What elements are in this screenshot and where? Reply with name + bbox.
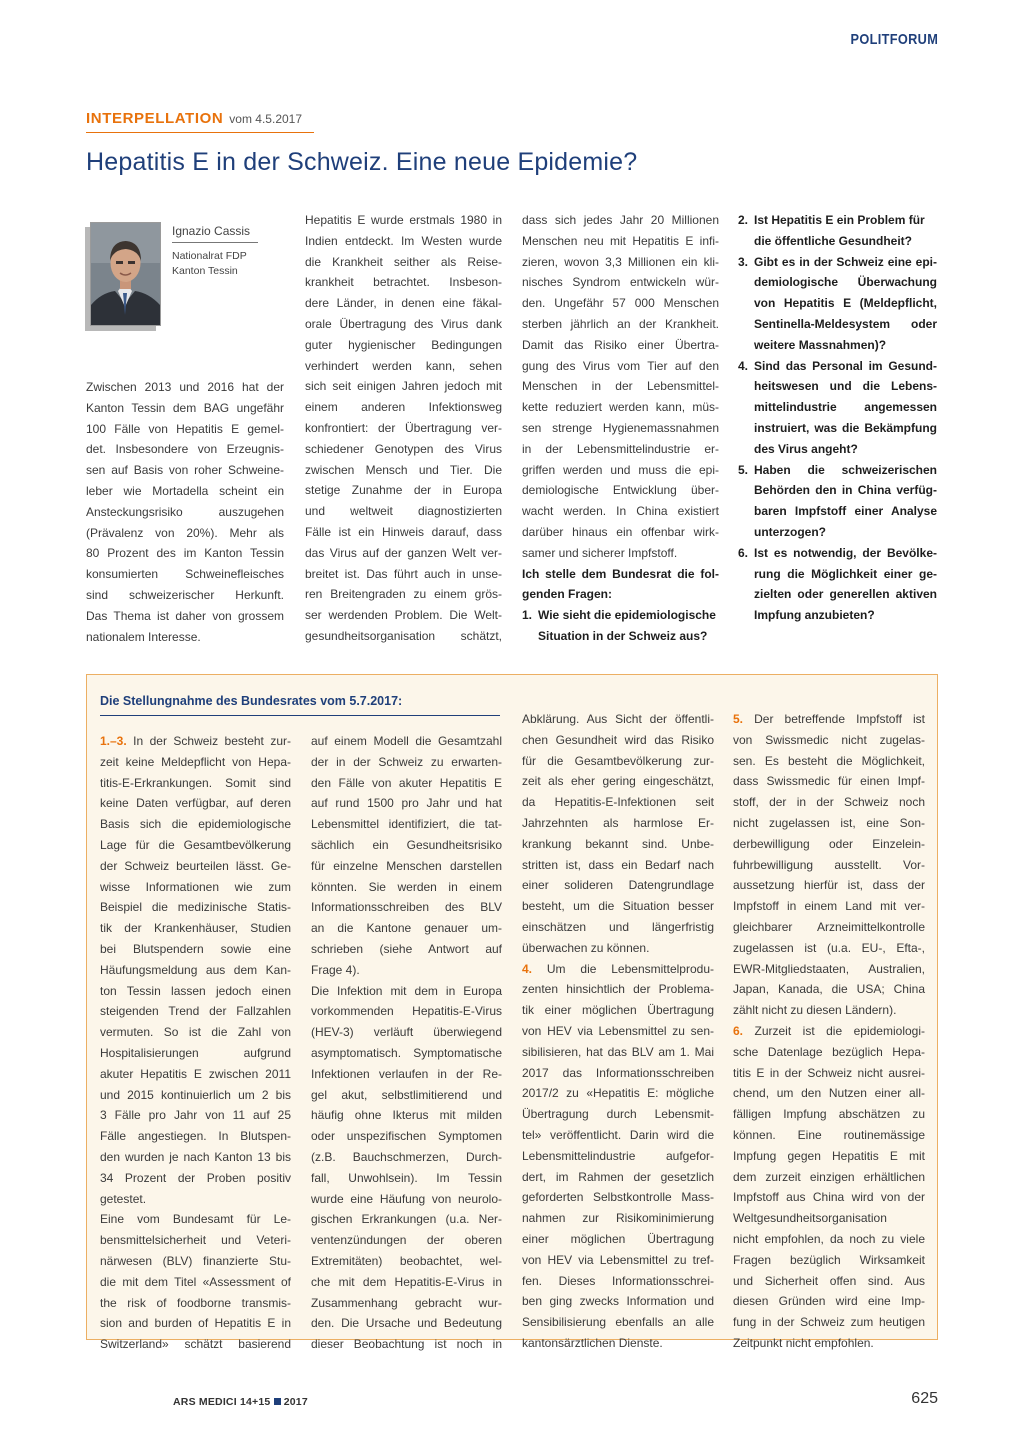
text-line: zeit keine Meldepflicht von Hepa- [100, 754, 291, 769]
question-line [738, 605, 937, 626]
page-title: Hepatitis E in der Schweiz. Eine neue Epidemie? [86, 148, 638, 176]
author-role-canton: Kanton Tessin [172, 265, 238, 277]
question-line [738, 460, 937, 481]
question-number [738, 231, 754, 252]
question-line [738, 501, 937, 522]
text-line: einem anderen Infektionsweg [305, 400, 502, 415]
text-line: guter hygienischer Bedingungen [305, 337, 502, 352]
text-line: Abklärung. Aus Sicht der öffentli- [522, 712, 714, 726]
text-line: Hospitalisierungen aufgrund [100, 1045, 291, 1060]
text-line: keine Daten verfügbar, auf deren [100, 796, 291, 811]
text-line: orale Übertragung des Virus dank [305, 316, 502, 331]
text-line: nicht zugelassen ist, eine Son- [733, 815, 925, 830]
article-column-3 [522, 210, 719, 647]
text-line: den. Ungefähr 57 000 Menschen [522, 296, 719, 311]
text-line: krankung bekannt sind. Unbe- [522, 836, 714, 851]
journal-name: ARS MEDICI 14+15 [173, 1396, 271, 1408]
text-line: oder unspezifischen Symptomen [311, 1129, 502, 1144]
question-line [738, 564, 937, 585]
text-line: chend, um den Nutzen einer all- [733, 1086, 925, 1101]
question-text: Behörden den in China verfüg- [754, 483, 937, 498]
text-line: Menschen neu mit Hepatitis E infi- [522, 233, 719, 248]
question-number [738, 501, 754, 522]
question-text: weitere Massnahmen)? [754, 337, 887, 352]
text-line: zeit als eher gering eingeschätzt, [522, 774, 714, 789]
text-line: der Schweiz beurteilen lässt. Ge- [100, 858, 291, 873]
text-line: da Hepatitis-E-Infektionen seit [522, 795, 714, 810]
text-line: auf einem Modell die Gesamtzahl [311, 734, 502, 748]
text-line: nahmen zur Risikominimierung [522, 1211, 714, 1226]
text-line: dere Länder, in denen eine fäkal- [305, 296, 502, 311]
text-line: Fälle ist ein Hinweis darauf, dass [305, 524, 502, 539]
question-line [738, 439, 937, 460]
text-line: dieser Beobachtung ist noch in [311, 1337, 502, 1352]
text-line: schiedener Genotypen des Virus [305, 441, 502, 456]
text-line: geforderten Selbstkontrolle Mass- [522, 1190, 714, 1205]
text-line: steigenden Trend der Fallzahlen [100, 1004, 291, 1019]
text-line: 2017 das Informationsschreiben [522, 1065, 714, 1080]
text-line: sterben jährlich an der Krankheit. [522, 316, 719, 331]
text-line: kette reduziert werden kann, müs- [522, 400, 719, 415]
author-photo [90, 222, 161, 326]
text-line: ventenzündungen der oberen [311, 1233, 502, 1248]
text-line: einer möglichen Übertragung [522, 1231, 714, 1246]
text-line: Ich stelle dem Bundesrat die fol- [522, 566, 719, 581]
kicker-rule [86, 132, 314, 133]
question-text: rung die Möglichkeit einer ge- [754, 566, 937, 581]
text-line: dem zurzeit einzigen erhältlichen [733, 1169, 925, 1184]
text-line: 34 Prozent der Proben positiv [100, 1170, 291, 1185]
question-text: demiologische Überwachung [754, 275, 937, 290]
text-line: einer solideren Datengrundlage [522, 878, 714, 893]
author-name: Ignazio Cassis [172, 224, 251, 238]
text-line: bei Blutspendern sowie eine [100, 941, 291, 956]
text-line: fälligen Impfung abschätzen zu [733, 1107, 925, 1122]
text-line: einschätzen und längerfristig [522, 919, 714, 934]
answer-1-3 [100, 731, 291, 752]
text-line: den Fälle von akuter Hepatitis E [311, 775, 502, 790]
text-line: können. Eine routinemässige [733, 1127, 925, 1142]
text-line: Zusammenhang gebracht wur- [311, 1295, 502, 1310]
text-line: sich seit einigen Jahren jedoch mit [305, 379, 502, 394]
text-line: überwachen zu können. [522, 940, 650, 955]
text-line: gesundheitsorganisation schätzt, [305, 628, 502, 643]
text-line: stritten ist, dass ein Bedarf nach [522, 857, 714, 872]
answer-4 [522, 959, 714, 980]
text-line: Informationsschreiben des BLV [311, 900, 502, 915]
text-line: sion and burden of Hepatitis E in [100, 1316, 291, 1331]
text-line: zählt nicht zu diesen Ländern). [733, 1003, 897, 1018]
text-line: die mit dem Titel «Assessment of [100, 1274, 291, 1289]
text-line: auf rund 1500 pro Jahr und hat [311, 796, 502, 811]
question-line [738, 397, 937, 418]
text-line: krankheit betrachtet. Insbeson- [305, 275, 502, 290]
response-title-rule [100, 715, 500, 716]
answer-text: In der Schweiz besteht zur- [133, 734, 291, 748]
text-line: das Virus auf der ganzen Welt ver- [305, 545, 502, 560]
question-text: instruiert, was die Bekämpfung [754, 420, 937, 435]
text-line: von Swissmedic nicht zugelas- [733, 732, 925, 747]
text-line: konfrontiert: der Übertragung ver- [305, 420, 502, 435]
question-number: 3. [738, 254, 749, 269]
text-line: 80 Prozent des im Kanton Tessin [86, 546, 284, 561]
text-line: titis E in der Schweiz nicht ausrei- [733, 1065, 925, 1080]
text-line: fuhrbewilligung ausstellt. Vor- [733, 857, 925, 872]
question-line [738, 335, 937, 356]
answer-text: Der betreffende Impfstoff ist [754, 712, 925, 726]
text-line: EWR-Mitgliedstaaten, Australien, [733, 961, 925, 976]
text-line: dass sich jedes Jahr 20 Millionen [522, 213, 719, 227]
text-line: gischen Erkrankungen (u.a. Ner- [311, 1212, 502, 1227]
text-line: Zeitpunkt nicht empfohlen. [733, 1335, 874, 1350]
text-line: ren Breitengraden zu einem grös- [305, 587, 502, 602]
text-line: Übertragung durch Lebensmit- [522, 1107, 714, 1122]
text-line: wurde eine Häufung von neurolo- [311, 1191, 502, 1206]
question-line [522, 605, 719, 626]
page-number: 625 [911, 1390, 938, 1407]
question-line [738, 480, 937, 501]
text-line: könnten. Sie werden in einem [311, 879, 502, 894]
question-text: von Hepatitis E (Meldepflicht, [754, 296, 937, 311]
text-line: breitet ist. Das führt auch in unse- [305, 566, 502, 581]
text-line: den wurden je nach Kanton 13 bis [100, 1149, 291, 1164]
question-text: Ist Hepatitis E ein Problem für [754, 213, 925, 227]
answer-6 [733, 1021, 925, 1042]
response-column-1 [100, 731, 291, 1355]
text-line: fen. Dieses Informationsschrei- [522, 1273, 714, 1288]
text-line: besteht, um die Situation besser [522, 899, 714, 914]
text-line: stetige Zunahme der in Europa [305, 483, 502, 498]
text-line: Eine vom Bundesamt für Le- [100, 1212, 291, 1227]
text-line: schrieben (siehe Antwort auf [311, 941, 502, 956]
text-line: in der Lebensmittelindustrie er- [522, 441, 719, 456]
text-line: für einzelne Menschen darstellen [311, 858, 502, 873]
text-line: sächlich ein Gesundheitsrisiko [311, 837, 502, 852]
question-line [738, 543, 937, 564]
question-number [738, 418, 754, 439]
question-number [522, 626, 538, 647]
text-line: Infektionen verlaufen in der Re- [311, 1066, 502, 1081]
text-line: nationalem Interesse. [86, 629, 201, 644]
question-line [738, 272, 937, 293]
text-line: akuter Hepatitis E zwischen 2011 [100, 1066, 291, 1081]
text-line: zwischen Mensch und Tier. Die [305, 462, 502, 477]
text-line: Impfung gegen Hepatitis E mit [733, 1148, 925, 1163]
text-line: vermuten. So ist die Zahl von [100, 1025, 291, 1040]
text-line: Lebensmittelindustrie aufgefor- [522, 1148, 714, 1163]
question-number [738, 314, 754, 335]
text-line: Die Infektion mit dem in Europa [311, 983, 502, 998]
question-number: 6. [738, 545, 749, 560]
text-line: Frage 4). [311, 962, 360, 977]
response-column-4 [733, 709, 925, 1354]
response-title: Die Stellungnahme des Bundesrates vom 5.7.2017: [100, 694, 403, 708]
text-line: dass Swissmedic für einen Impf- [733, 774, 925, 789]
text-line: Lage für die Gesamtbevölkerung [100, 837, 291, 852]
text-line: Japan, Kanada, die USA; China [733, 982, 925, 997]
question-number: 1. [522, 608, 533, 623]
author-rule [172, 242, 258, 243]
footer-journal [173, 1396, 308, 1408]
text-line: griffen werden und muss die epi- [522, 462, 719, 477]
text-line: wacht werden. In China existiert [522, 504, 719, 519]
text-line: titis-E-Erkrankungen. Somit sind [100, 775, 291, 790]
text-line: sibilisieren, hat das BLV am 1. Mai [522, 1044, 714, 1059]
text-line: und weltweit diagnostizierten [305, 504, 502, 519]
text-line: nisches Syndrom entwickeln wür- [522, 275, 719, 290]
text-line: asymptomatisch. Symptomatische [311, 1045, 502, 1060]
text-line: Jahrzehnten als harmlose Er- [522, 815, 714, 830]
text-line: Fälle angestiegen. In Blutspen- [100, 1129, 291, 1144]
question-line [738, 522, 937, 543]
text-line: chen Gesundheit wird das Risiko [522, 732, 714, 747]
text-line: Extremitäten) beobachtet, wel- [311, 1253, 502, 1268]
answer-label: 6. [733, 1023, 744, 1038]
author-portrait-icon [91, 223, 160, 325]
question-text: unterzogen? [754, 524, 826, 539]
text-line: Menschen in der Lebensmittel- [522, 379, 719, 394]
question-text: Ist es notwendig, der Bevölke- [754, 545, 937, 560]
question-number [738, 584, 754, 605]
question-text: heitswesen und die Lebens- [754, 379, 937, 394]
text-line: (Prävalenz von 20%). Mehr als [86, 525, 284, 540]
text-line: Basis sich die epidemiologische [100, 817, 291, 832]
text-line: ser werdenden Problem. Die Welt- [305, 608, 502, 623]
text-line: bensmittelsicherheit und Veteri- [100, 1233, 291, 1248]
text-line: Indien entdeckt. Im Westen wurde [305, 233, 502, 248]
answer-label: 5. [733, 712, 744, 726]
question-line [522, 626, 719, 647]
text-line: det. Insbesondere von Erzeugnis- [86, 442, 284, 457]
text-line: tik einer möglichen Übertragung [522, 1003, 714, 1018]
text-line: Impfstoff aus China wird von der [733, 1190, 925, 1205]
kicker-date: vom 4.5.2017 [229, 112, 303, 126]
author-role-party: Nationalrat FDP [172, 250, 247, 262]
text-line: konsumierten Schweinefleisches [86, 567, 284, 582]
text-line: Weltgesundheitsorganisation [733, 1211, 887, 1226]
question-text: Sind das Personal im Gesund- [754, 358, 937, 373]
question-text: Haben die schweizerischen [754, 462, 937, 477]
text-line: darüber hinaus ein offenbar wirk- [522, 524, 719, 539]
text-line: (HEV-3) verläuft überwiegend [311, 1025, 502, 1040]
article-column-2 [305, 210, 502, 647]
question-text: des Virus angeht? [754, 441, 858, 456]
text-line: Kanton Tessin dem BAG ungefähr [86, 400, 284, 415]
question-number [738, 522, 754, 543]
text-line: Häufungsmeldung aus dem Kan- [100, 962, 291, 977]
text-line: sind schweizerischer Herkunft. [86, 587, 284, 602]
text-line: vorkommenden Hepatitis-E-Virus [311, 1004, 502, 1019]
text-line: the risk of foodborne transmis- [100, 1295, 291, 1310]
question-text: Sentinella-Meldesystem oder [754, 316, 937, 331]
text-line: che mit dem Hepatitis-E-Virus in [311, 1274, 502, 1289]
text-line: Lebensmittel identifiziert, die tat- [311, 817, 502, 832]
question-number [738, 335, 754, 356]
text-line: stoff, der in der Schweiz noch [733, 795, 925, 810]
question-line [738, 356, 937, 377]
text-line: sche Datenlage bezüglich Hepa- [733, 1044, 925, 1059]
text-line: genden Fragen: [522, 587, 613, 602]
question-number [738, 439, 754, 460]
text-line: ton Tessin lassen jedoch einen [100, 983, 291, 998]
text-line: den. Die Ursache und Bedeutung [311, 1316, 502, 1331]
question-text: baren Impfstoff einer Analyse [754, 504, 937, 519]
text-line: verhindert werden kann, sehen [305, 358, 502, 373]
text-line: kantonsärztlichen Dienste. [522, 1335, 663, 1350]
text-line: närwesen (BLV) finanzierte Stu- [100, 1253, 291, 1268]
text-line: Beispiel die medizinische Statis- [100, 900, 291, 915]
text-line: samer und sicherer Impfstoff. [522, 545, 678, 560]
text-line: gleichbarer Arzneimittelkontrolle [733, 919, 925, 934]
text-line: nicht empfohlen, da noch zu viele [733, 1231, 925, 1246]
text-line: leber wie Mortadella scheint ein [86, 483, 284, 498]
kicker [86, 110, 302, 128]
question-number [738, 293, 754, 314]
text-line: von HEV via Lebensmittel zu sen- [522, 1023, 714, 1038]
response-column-2 [311, 731, 502, 1355]
text-line: 100 Fälle von Hepatitis E gemel- [86, 421, 284, 436]
kicker-label: INTERPELLATION [86, 110, 224, 127]
text-line: von HEV via Lebensmittel zu tref- [522, 1252, 714, 1267]
answer-5 [733, 709, 925, 730]
text-line: an die Kantone genauer um- [311, 921, 502, 936]
text-line: häufig ohne Ikterus mit milden [311, 1108, 502, 1123]
question-number [738, 272, 754, 293]
question-number [738, 564, 754, 585]
question-text: Wie sieht die epidemiologische [538, 608, 716, 623]
answer-text: Zurzeit ist die epidemiologi- [754, 1023, 925, 1038]
footer-square-icon [274, 1398, 281, 1405]
text-line: zenten hinsichtlich der Problema- [522, 982, 714, 997]
text-line: die Krankheit seither als Reise- [305, 254, 502, 269]
question-line [738, 293, 937, 314]
question-line [738, 252, 937, 273]
text-line: getestet. [100, 1191, 147, 1206]
section-label: POLITFORUM [850, 31, 938, 48]
text-line: ben ging zwecks Information und [522, 1294, 714, 1309]
text-line: und Sicherheit offen sind. Aus [733, 1273, 925, 1288]
text-line: gung des Virus vom Tier auf den [522, 358, 719, 373]
text-line: der in der Schweiz zu erwarten- [311, 754, 502, 769]
text-line: zieren, wovon 3,3 Millionen ein kli- [522, 254, 719, 269]
question-line [738, 584, 937, 605]
text-line: sen. Es besteht die Möglichkeit, [733, 753, 925, 768]
question-text: Situation in der Schweiz aus? [538, 628, 708, 643]
text-line: fall, Unwohlsein). Im Tessin [311, 1170, 502, 1185]
text-line: 2017/2 zu «Hepatitis E: mögliche [522, 1086, 714, 1101]
article-questions [738, 210, 937, 626]
question-number [738, 480, 754, 501]
author-role [172, 249, 247, 279]
question-number: 2. [738, 213, 749, 227]
text-line: Fragen bezüglich Wirksamkeit [733, 1252, 925, 1267]
question-number [738, 605, 754, 626]
text-line: sen strenge Hygienemassnahmen [522, 420, 719, 435]
text-line: Sensibilisierung ebenfalls an alle [522, 1315, 714, 1330]
question-text: die öffentliche Gesundheit? [754, 233, 913, 248]
text-line: gel akut, selbstlimitierend und [311, 1087, 502, 1102]
text-line: Das Thema ist daher von grossem [86, 608, 284, 623]
answer-label: 4. [522, 961, 533, 976]
text-line: wisse Informationen wie zum [100, 879, 291, 894]
question-line [738, 231, 937, 252]
question-text: zielten oder generellen aktiven [754, 587, 937, 602]
text-line: tik der Krankenhäuser, Studien [100, 921, 291, 936]
question-number [738, 376, 754, 397]
text-line: dert, im Rahmen der gesetzlich [522, 1169, 714, 1184]
answer-text: Um die Lebensmittelprodu- [546, 961, 714, 976]
text-line: sen auf Basis von roher Schweine- [86, 463, 284, 478]
answer-label: 1.–3. [100, 734, 127, 748]
question-text: mittelindustrie angemessen [754, 400, 937, 415]
text-line: Damit das Risiko einer Übertra- [522, 337, 719, 352]
text-line: zugelassen ist (u.a. EU-, Efta-, [733, 940, 925, 955]
text-line: fung in der Schweiz zum heutigen [733, 1315, 925, 1330]
text-line: diesen Gründen wird eine Imp- [733, 1294, 925, 1309]
journal-year: 2017 [283, 1396, 308, 1408]
response-column-3 [522, 709, 714, 1354]
question-number: 5. [738, 462, 749, 477]
question-number: 4. [738, 358, 749, 373]
text-line: tel» veröffentlicht. Darin wird die [522, 1127, 714, 1142]
text-line: (z.B. Bauchschmerzen, Durch- [311, 1149, 502, 1164]
question-text: Impfung anzubieten? [754, 608, 875, 623]
text-line: aussetzung hierfür ist, dass der [733, 878, 925, 893]
text-line: und 2015 kontinuierlich um 2 bis [100, 1087, 291, 1102]
text-line: demiologische Entwicklung über- [522, 483, 719, 498]
question-line [738, 376, 937, 397]
question-line [738, 418, 937, 439]
text-line: Ansteckungsrisiko auszugehen [86, 504, 284, 519]
text-line: Impfstoff in einem Land mit ver- [733, 899, 925, 914]
text-line: Switzerland» schätzt basierend [100, 1337, 291, 1352]
article-column-1 [86, 377, 284, 647]
question-text: Gibt es in der Schweiz eine epi- [754, 254, 937, 269]
text-line: derbewilligung oder Einzelein- [733, 836, 925, 851]
question-line [738, 210, 937, 231]
question-line [738, 314, 937, 335]
text-line: für die Gesamtbevölkerung zur- [522, 753, 714, 768]
text-line: Hepatitis E wurde erstmals 1980 in [305, 213, 502, 227]
text-line: 3 Fälle pro Jahr von 11 auf 25 [100, 1108, 291, 1123]
question-number [738, 397, 754, 418]
text-line: Zwischen 2013 und 2016 hat der [86, 380, 284, 394]
